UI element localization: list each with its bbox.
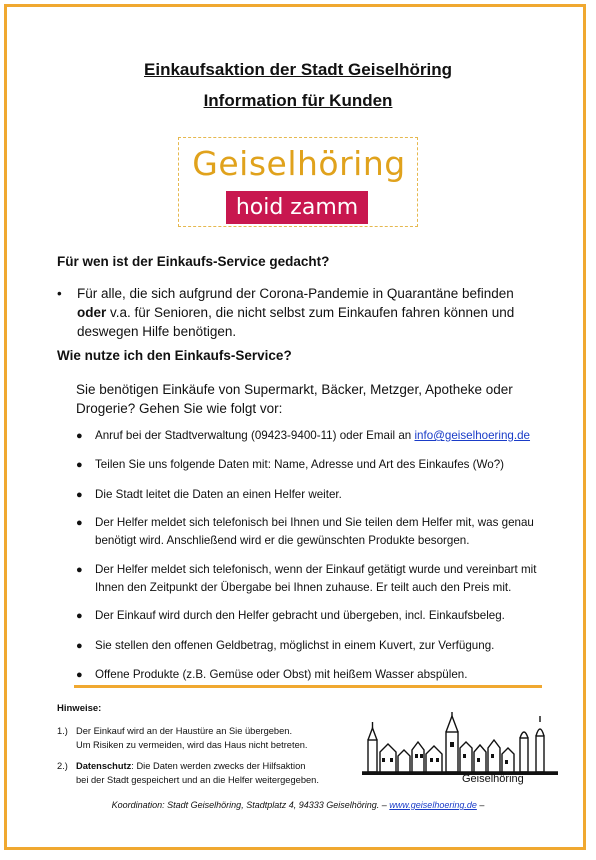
note-text: : Die Daten werden zwecks der Hilfsaktion [131, 761, 306, 771]
bullet-text: v.a. für Senioren, die nicht selbst zum Einkaufen fahren können und deswegen Hilfe benötigen. [77, 305, 515, 339]
note-text: Der Einkauf wird an der Haustüre an Sie übergeben. [76, 726, 293, 736]
skyline-label: Geiselhöring [462, 773, 524, 785]
intro-text: Sie benötigen Einkäufe von Supermarkt, Bäcker, Metzger, Apotheke oder Drogerie? Gehen Sie wie folgt vor: [76, 382, 513, 416]
list-item [76, 486, 566, 504]
notes-heading: Hinweise: [57, 703, 102, 714]
note-text: Um Risiken zu vermeiden, wird das Haus nicht betreten. [76, 740, 308, 750]
email-link[interactable]: info@geiselhoering.de [414, 429, 531, 442]
bullet-dot-icon: ● [76, 517, 83, 529]
step-text: Die Stadt leitet die Daten an einen Helfer weiter. [95, 488, 342, 501]
note-item [57, 724, 357, 752]
logo-slogan: hoid zamm [226, 191, 368, 224]
step-text: Der Einkauf wird durch den Helfer gebracht und übergeben, incl. Einkaufsbeleg. [95, 609, 505, 622]
page-subtitle: Information für Kunden [203, 91, 393, 110]
list-item [76, 514, 566, 550]
list-item [76, 427, 566, 445]
bullet-dot-icon: • [57, 286, 62, 301]
bullet-text: Für alle, die sich aufgrund der Corona-Pandemie in Quarantäne befinden [77, 286, 514, 301]
logo-word: Geiselhöring [192, 144, 406, 183]
step-text: Anruf bei der Stadtverwaltung (09423-9400-11) oder Email an [95, 429, 415, 442]
list-item [76, 561, 566, 597]
list-item [76, 666, 566, 684]
page-title: Einkaufsaktion der Stadt Geiselhöring [144, 60, 452, 79]
bullet-dot-icon: ● [76, 459, 83, 471]
website-link[interactable]: www.geiselhoering.de [389, 800, 477, 810]
footer-text: Koordination: Stadt Geiselhöring, Stadtplatz 4, 94333 Geiselhöring. – [111, 800, 390, 810]
list-item [76, 637, 566, 655]
list-item [57, 284, 537, 341]
list-item [76, 456, 566, 474]
bullet-dot-icon: ● [76, 610, 83, 622]
step-text: Teilen Sie uns folgende Daten mit: Name, Adresse und Art des Einkaufes (Wo?) [95, 458, 505, 471]
town-skyline-icon [360, 712, 560, 787]
section-heading-who: Für wen ist der Einkaufs-Service gedacht? [57, 254, 330, 269]
list-item [76, 607, 566, 625]
footer [0, 800, 596, 810]
note-text: bei der Stadt gespeichert und an die Helfer weitergegeben. [76, 775, 319, 785]
bullet-dot-icon: ● [76, 564, 83, 576]
note-item [57, 759, 357, 787]
step-text: Sie stellen den offenen Geldbetrag, möglichst in einem Kuvert, zur Verfügung. [95, 639, 495, 652]
bullet-bold-text: oder [77, 305, 107, 320]
section-heading-how: Wie nutze ich den Einkaufs-Service? [57, 348, 292, 363]
bullet-dot-icon: ● [76, 430, 83, 442]
note-number: 1.) [57, 726, 68, 736]
bullet-dot-icon: ● [76, 489, 83, 501]
divider [74, 685, 542, 688]
bullet-dot-icon: ● [76, 640, 83, 652]
step-text: Der Helfer meldet sich telefonisch, wenn der Einkauf getätigt wurde und vereinbart mit Ihnen den Zeitpunkt der Übergabe bei Ihnen zuhause. Er teilt auch den Preis mit. [95, 563, 537, 594]
step-text: Der Helfer meldet sich telefonisch bei Ihnen und Sie teilen dem Helfer mit, was genau benötigt wird. Anschließend wird er die gewünschten Produkte besorgen. [95, 516, 534, 547]
note-number: 2.) [57, 761, 68, 771]
step-text: Offene Produkte (z.B. Gemüse oder Obst) mit heißem Wasser abspülen. [95, 668, 468, 681]
footer-text: – [476, 800, 485, 810]
note-bold-text: Datenschutz [76, 761, 132, 771]
bullet-dot-icon: ● [76, 669, 83, 681]
